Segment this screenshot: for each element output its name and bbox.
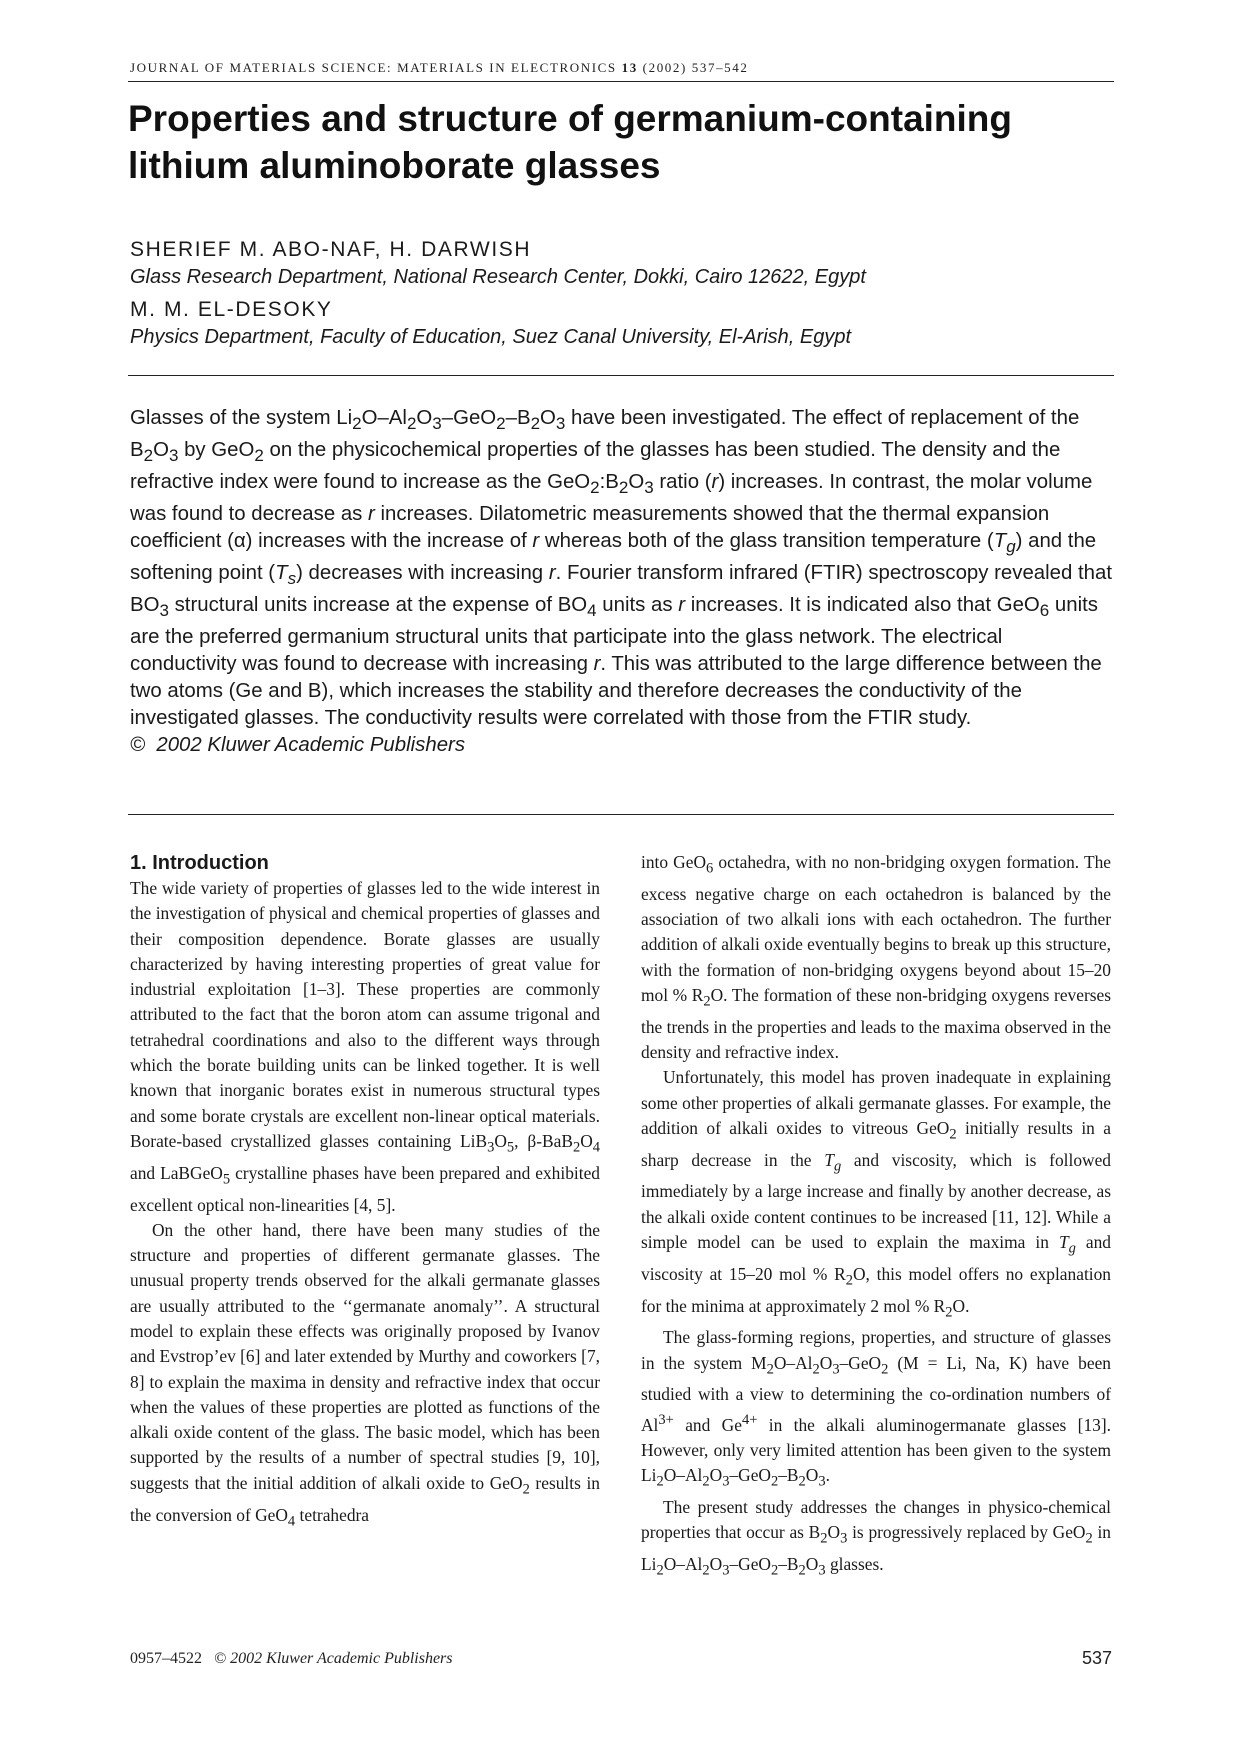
issn: 0957–4522	[130, 1650, 202, 1667]
body-paragraph: On the other hand, there have been many studies of the structure and properties of different germanate glasses. The unusual property trends observed for the alkali germanate glasses are usually attributed to the ‘‘germanate anomaly’’. A structural model to explain these effects was originally proposed by Ivanov and Evstrop’ev [6] and later extended by Murthy and coworkers [7, 8] to explain the maxima in density and refractive index that occur when the values of these properties are plotted as functions of the alkali oxide content of the glass. The basic model, which has been supported by the results of a number of spectral studies [9, 10], suggests that the initial addition of alkali oxide to GeO$_2$ results in the conversion of GeO$_4$ tetrahedra	[130, 1219, 600, 1529]
author-names-1: SHERIEF M. ABO-NAF, H. DARWISH	[130, 238, 532, 261]
abstract-text: Glasses of the system $Li_2O-Al_2O_3-GeO_2-B_2O_3$ have been investigated. The effect of replacement of the $B_2O_3$ by GeO$_2$ on the physicochemical properties of the glasses has been studied. The density and the refractive index were found to increase as the $GeO_2:B_2O_3$ ratio (r) increases. In contrast, the molar volume was found to decrease as r increases. Dilatometric measurements showed that the thermal expansion coefficient (α) increases with the increase of r whereas both of the glass transition temperature $(T_g)$ and the softening point $(T_s)$ decreases with increasing r. Fourier transform infrared (FTIR) spectroscopy revealed that $BO_3$ structural units increase at the expense of $BO_4$ units as r increases. It is indicated also that GeO$_6$ units are the preferred germanium structural units that participate into the glass network. The electrical conductivity was found to decrease with increasing r. This was attributed to the large difference between the two atoms (Ge and B), which increases the stability and therefore decreases the conductivity of the investigated glasses. The conductivity results were correlated with those from the FTIR study.	[130, 407, 1113, 730]
abstract-copyright: © 2002 Kluwer Academic Publishers	[130, 734, 466, 757]
abstract	[130, 405, 1114, 759]
abstract-bottom-rule	[128, 814, 1114, 815]
body-paragraph: into GeO$_6$ octahedra, with no non-bridging oxygen formation. The excess negative charge on each octahedron is balanced by the association of two alkali ions with each octahedron. The further addition of alkali oxide eventually begins to break up this structure, with the formation of non-bridging oxygens beyond about 15–20 mol % $R_2O$. The formation of these non-bridging oxygens reverses the trends in the properties and leads to the maxima observed in the density and refractive index.	[641, 852, 1111, 1063]
page-footer	[130, 1650, 453, 1668]
page-number: 537	[1081, 1648, 1112, 1668]
body-paragraph: The wide variety of properties of glasses led to the wide interest in the investigation of physical and chemical properties of glasses and their composition dependence. Borate glasses are usually characterized by having interesting properties of great value for industrial exploitation [1–3]. These properties are commonly attributed to the fact that the boron atom can assume trigonal and tetrahedral coordinations and also to the different ways through which the borate building units can be linked together. It is well known that inorganic borates exist in numerous structural types and some borate crystals are excellent non-linear optical materials. Borate-based crystallized glasses containing $LiB_3O_5$, $\beta-BaB_2O_4$ and LaBGeO$_5$ crystalline phases have been prepared and exhibited excellent optical non-linearities [4, 5].	[130, 878, 600, 1215]
body-paragraph: Unfortunately, this model has proven inadequate in explaining some other properties of alkali germanate glasses. For example, the addition of alkali oxides to vitreous GeO$_2$ initially results in a sharp decrease in the $T_g$ and viscosity, which is followed immediately by a large increase and finally by another decrease, as the alkali oxide content continues to be increased [11, 12]. While a simple model can be used to explain the maxima in $T_g$ and viscosity at 15–20 mol % $R_2O$, this model offers no explanation for the minima at approximately 2 mol % $R_2O$.	[641, 1067, 1111, 1321]
author-block	[130, 236, 1110, 356]
affiliation-1: Glass Research Department, National Research Center, Dokki, Cairo 12622, Egypt	[130, 266, 866, 288]
section-heading: 1. Introduction	[130, 852, 269, 874]
body-column-right	[641, 850, 1111, 1584]
running-head	[130, 60, 1110, 76]
journal-year-pages: (2002) 537–542	[637, 60, 749, 75]
affiliation-2: Physics Department, Faculty of Education, Suez Canal University, El-Arish, Egypt	[130, 326, 852, 348]
author-names-2: M. M. EL-DESOKY	[130, 298, 333, 321]
header-rule	[128, 81, 1114, 82]
copyright-icon: ©	[130, 734, 146, 757]
copyright-icon: ©	[214, 1650, 227, 1667]
body-column-left	[130, 850, 600, 1534]
journal-name: JOURNAL OF MATERIALS SCIENCE: MATERIALS IN ELECTRONICS	[130, 60, 622, 75]
body-paragraph: The present study addresses the changes in physico-chemical properties that occur as $B_2O_3$ is progressively replaced by GeO$_2$ in $Li_2O-Al_2O_3-GeO_2-B_2O_3$ glasses.	[641, 1496, 1112, 1579]
body-paragraph: The glass-forming regions, properties, and structure of glasses in the system $M_2O-Al_2O_3-GeO_2$ (M = Li, Na, K) have been studied with a view to determining the co-ordination numbers of $Al^{3+}$ and $Ge^{4+}$ in the alkali aluminogermanate glasses [13]. However, only very limited attention has been given to the system $Li_2O-Al_2O_3-GeO_2-B_2O_3$.	[641, 1327, 1111, 1490]
paper-title	[128, 95, 1118, 189]
footer-copyright: 2002 Kluwer Academic Publishers	[230, 1650, 453, 1667]
title-line-2: lithium aluminoborate glasses	[128, 145, 661, 186]
journal-volume: 13	[621, 60, 638, 75]
abstract-top-rule	[128, 375, 1114, 376]
title-line-1: Properties and structure of germanium-containing	[128, 98, 1013, 139]
